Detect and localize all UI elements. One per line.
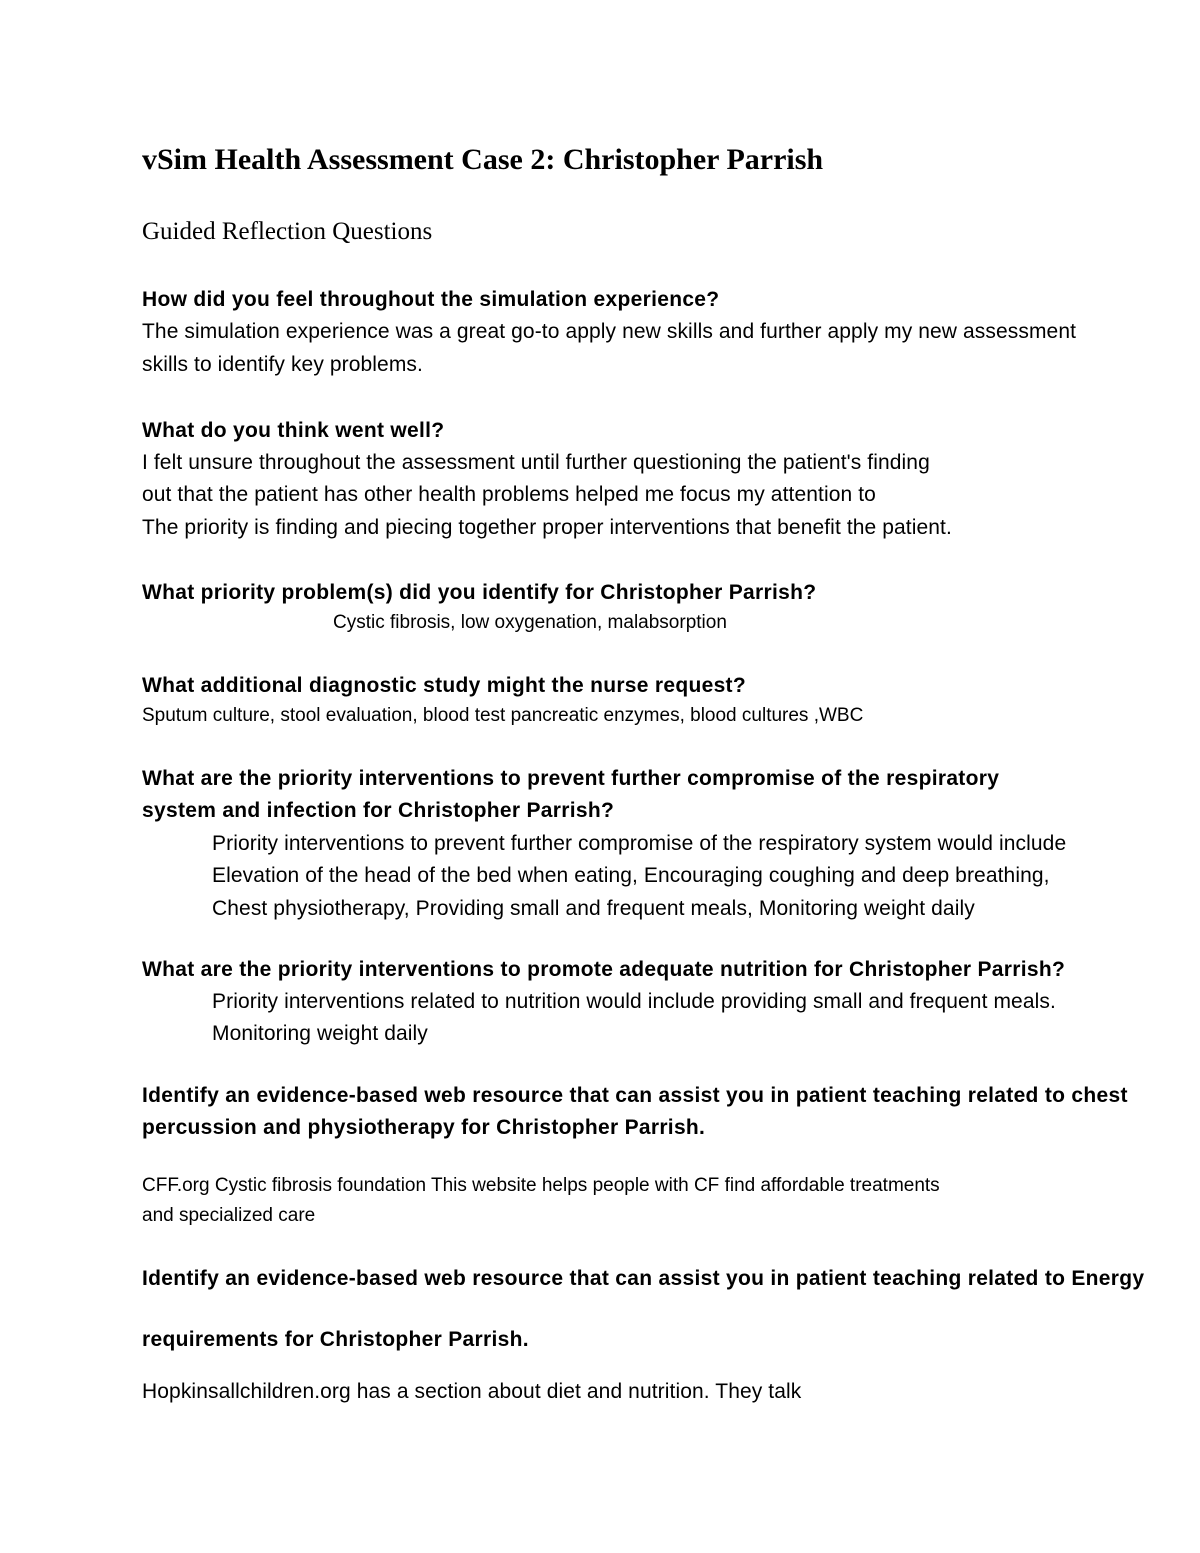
document-subtitle: Guided Reflection Questions bbox=[142, 218, 433, 245]
answer-1-line-1: The simulation experience was a great go-to apply new skills and further apply my new assessment bbox=[142, 320, 1077, 343]
question-5-line-2: system and infection for Christopher Parrish? bbox=[142, 799, 615, 822]
answer-2-line-3: The priority is finding and piecing together proper interventions that benefit the patient. bbox=[142, 516, 952, 539]
question-7-line-1: Identify an evidence-based web resource that can assist you in patient teaching related to chest bbox=[142, 1084, 1128, 1107]
answer-3: Cystic fibrosis, low oxygenation, malabsorption bbox=[333, 612, 727, 633]
answer-4: Sputum culture, stool evaluation, blood test pancreatic enzymes, blood cultures ,WBC bbox=[142, 705, 864, 726]
answer-7-line-2: and specialized care bbox=[142, 1205, 316, 1226]
question-8-line-1: Identify an evidence-based web resource that can assist you in patient teaching related to Energy bbox=[142, 1267, 1145, 1290]
answer-7-line-1: CFF.org Cystic fibrosis foundation This website helps people with CF find affordable treatments bbox=[142, 1175, 940, 1196]
question-8-line-2: requirements for Christopher Parrish. bbox=[142, 1328, 529, 1351]
question-6: What are the priority interventions to promote adequate nutrition for Christopher Parrish? bbox=[142, 958, 1066, 981]
question-1: How did you feel throughout the simulation experience? bbox=[142, 288, 720, 311]
question-4: What additional diagnostic study might the nurse request? bbox=[142, 674, 746, 697]
question-5-line-1: What are the priority interventions to prevent further compromise of the respiratory bbox=[142, 767, 1000, 790]
answer-6-line-2: Monitoring weight daily bbox=[212, 1022, 428, 1045]
answer-5-line-2: Elevation of the head of the bed when eating, Encouraging coughing and deep breathing, bbox=[212, 864, 1050, 887]
question-2: What do you think went well? bbox=[142, 419, 445, 442]
question-7-line-2: percussion and physiotherapy for Christopher Parrish. bbox=[142, 1116, 706, 1139]
answer-2-line-1: I felt unsure throughout the assessment until further questioning the patient's finding bbox=[142, 451, 930, 474]
question-3: What priority problem(s) did you identify for Christopher Parrish? bbox=[142, 581, 817, 604]
answer-5-line-1: Priority interventions to prevent further compromise of the respiratory system would include bbox=[212, 832, 1067, 855]
document-title: vSim Health Assessment Case 2: Christopher Parrish bbox=[142, 143, 824, 176]
answer-8: Hopkinsallchildren.org has a section about diet and nutrition. They talk bbox=[142, 1380, 802, 1403]
answer-1-line-2: skills to identify key problems. bbox=[142, 353, 423, 376]
answer-5-line-3: Chest physiotherapy, Providing small and frequent meals, Monitoring weight daily bbox=[212, 897, 975, 920]
answer-2-line-2: out that the patient has other health problems helped me focus my attention to bbox=[142, 483, 876, 506]
answer-6-line-1: Priority interventions related to nutrition would include providing small and frequent meals. bbox=[212, 990, 1056, 1013]
